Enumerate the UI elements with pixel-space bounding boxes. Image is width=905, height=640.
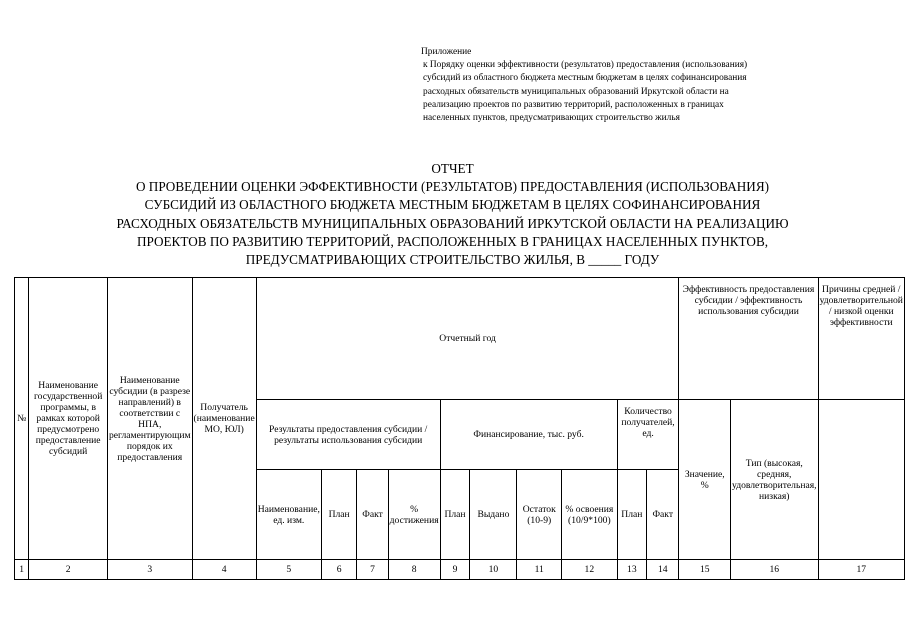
report-table	[14, 277, 905, 580]
column-number: 6	[321, 560, 357, 580]
header-results-plan: План	[321, 470, 357, 560]
column-number: 2	[29, 560, 108, 580]
annex-line: расходных обязательств муниципальных образований Иркутской области на	[423, 86, 729, 97]
column-number: 8	[388, 560, 440, 580]
header-program: Наименование государственной программы, в рамках которой предусмотрено предоставление субсидий	[29, 278, 108, 560]
header-results: Результаты предоставления субсидии / результаты использования субсидии	[256, 400, 440, 470]
header-name-unit: Наименование, ед. изм.	[256, 470, 321, 560]
column-number: 11	[517, 560, 562, 580]
header-recipients-fact: Факт	[647, 470, 679, 560]
header-remainder: Остаток (10-9)	[517, 470, 562, 560]
header-subsidy: Наименование субсидии (в разрезе направлений) в соответствии с НПА, регламентирующим порядок их предоставления	[107, 278, 192, 560]
header-reasons-empty	[818, 400, 904, 560]
header-recipients-count: Количество получателей, ед.	[617, 400, 679, 470]
title-line: ПРЕДУСМАТРИВАЮЩИХ СТРОИТЕЛЬСТВО ЖИЛЬЯ, В _____ ГОДУ	[245, 252, 660, 268]
header-financing: Финансирование, тыс. руб.	[440, 400, 617, 470]
column-number: 4	[192, 560, 256, 580]
column-number: 10	[470, 560, 517, 580]
column-number: 13	[617, 560, 646, 580]
annex-heading: Приложение	[421, 47, 472, 57]
header-recipient: Получатель (наименование МО, ЮЛ)	[192, 278, 256, 560]
header-no: №	[15, 278, 29, 560]
annex-line: реализацию проектов по развитию территорий, расположенных в границах	[423, 99, 724, 110]
column-number: 14	[647, 560, 679, 580]
column-number: 15	[679, 560, 731, 580]
column-number: 5	[256, 560, 321, 580]
header-financing-plan: План	[440, 470, 470, 560]
column-numbers-row	[15, 560, 905, 580]
header-pct-spent: % освоения (10/9*100)	[562, 470, 618, 560]
header-pct-achievement: % достижения	[388, 470, 440, 560]
header-type: Тип (высокая, средняя, удовлетворительная, низкая)	[731, 400, 819, 560]
annex-block	[421, 46, 871, 125]
title-line: СУБСИДИЙ ИЗ ОБЛАСТНОГО БЮДЖЕТА МЕСТНЫМ БЮДЖЕТАМ В ЦЕЛЯХ СОФИНАНСИРОВАНИЯ	[144, 197, 761, 213]
title-line: ОТЧЕТ	[431, 161, 474, 176]
title-line: О ПРОВЕДЕНИИ ОЦЕНКИ ЭФФЕКТИВНОСТИ (РЕЗУЛЬТАТОВ) ПРЕДОСТАВЛЕНИЯ (ИСПОЛЬЗОВАНИЯ)	[135, 179, 770, 195]
column-number: 17	[818, 560, 904, 580]
annex-line: к Порядку оценки эффективности (результатов) предоставления (использования)	[423, 60, 748, 71]
header-recipients-plan: План	[617, 470, 646, 560]
header-results-fact: Факт	[357, 470, 388, 560]
column-number: 9	[440, 560, 470, 580]
column-number: 1	[15, 560, 29, 580]
title-line: РАСХОДНЫХ ОБЯЗАТЕЛЬСТВ МУНИЦИПАЛЬНЫХ ОБРАЗОВАНИЙ ИРКУТСКОЙ ОБЛАСТИ НА РЕАЛИЗАЦИЮ	[116, 215, 789, 231]
column-number: 12	[562, 560, 618, 580]
header-efficiency: Эффективность предоставления субсидии / эффективность использования субсидии	[679, 278, 818, 400]
title-line: ПРОЕКТОВ ПО РАЗВИТИЮ ТЕРРИТОРИЙ, РАСПОЛОЖЕННЫХ В ГРАНИЦАХ НАСЕЛЕННЫХ ПУНКТОВ,	[136, 233, 769, 249]
column-number: 3	[107, 560, 192, 580]
header-reporting-year: Отчетный год	[256, 278, 679, 400]
annex-line: населенных пунктов, предусматривающих строительство жилья	[423, 113, 680, 124]
header-reasons: Причины средней / удовлетворительной / низкой оценки эффективности	[818, 278, 904, 400]
header-issued: Выдано	[470, 470, 517, 560]
report-title	[30, 160, 875, 269]
column-number: 16	[731, 560, 819, 580]
annex-line: субсидий из областного бюджета местным бюджетам в целях софинансирования	[423, 73, 747, 84]
header-value-pct: Значение, %	[679, 400, 731, 560]
column-number: 7	[357, 560, 388, 580]
